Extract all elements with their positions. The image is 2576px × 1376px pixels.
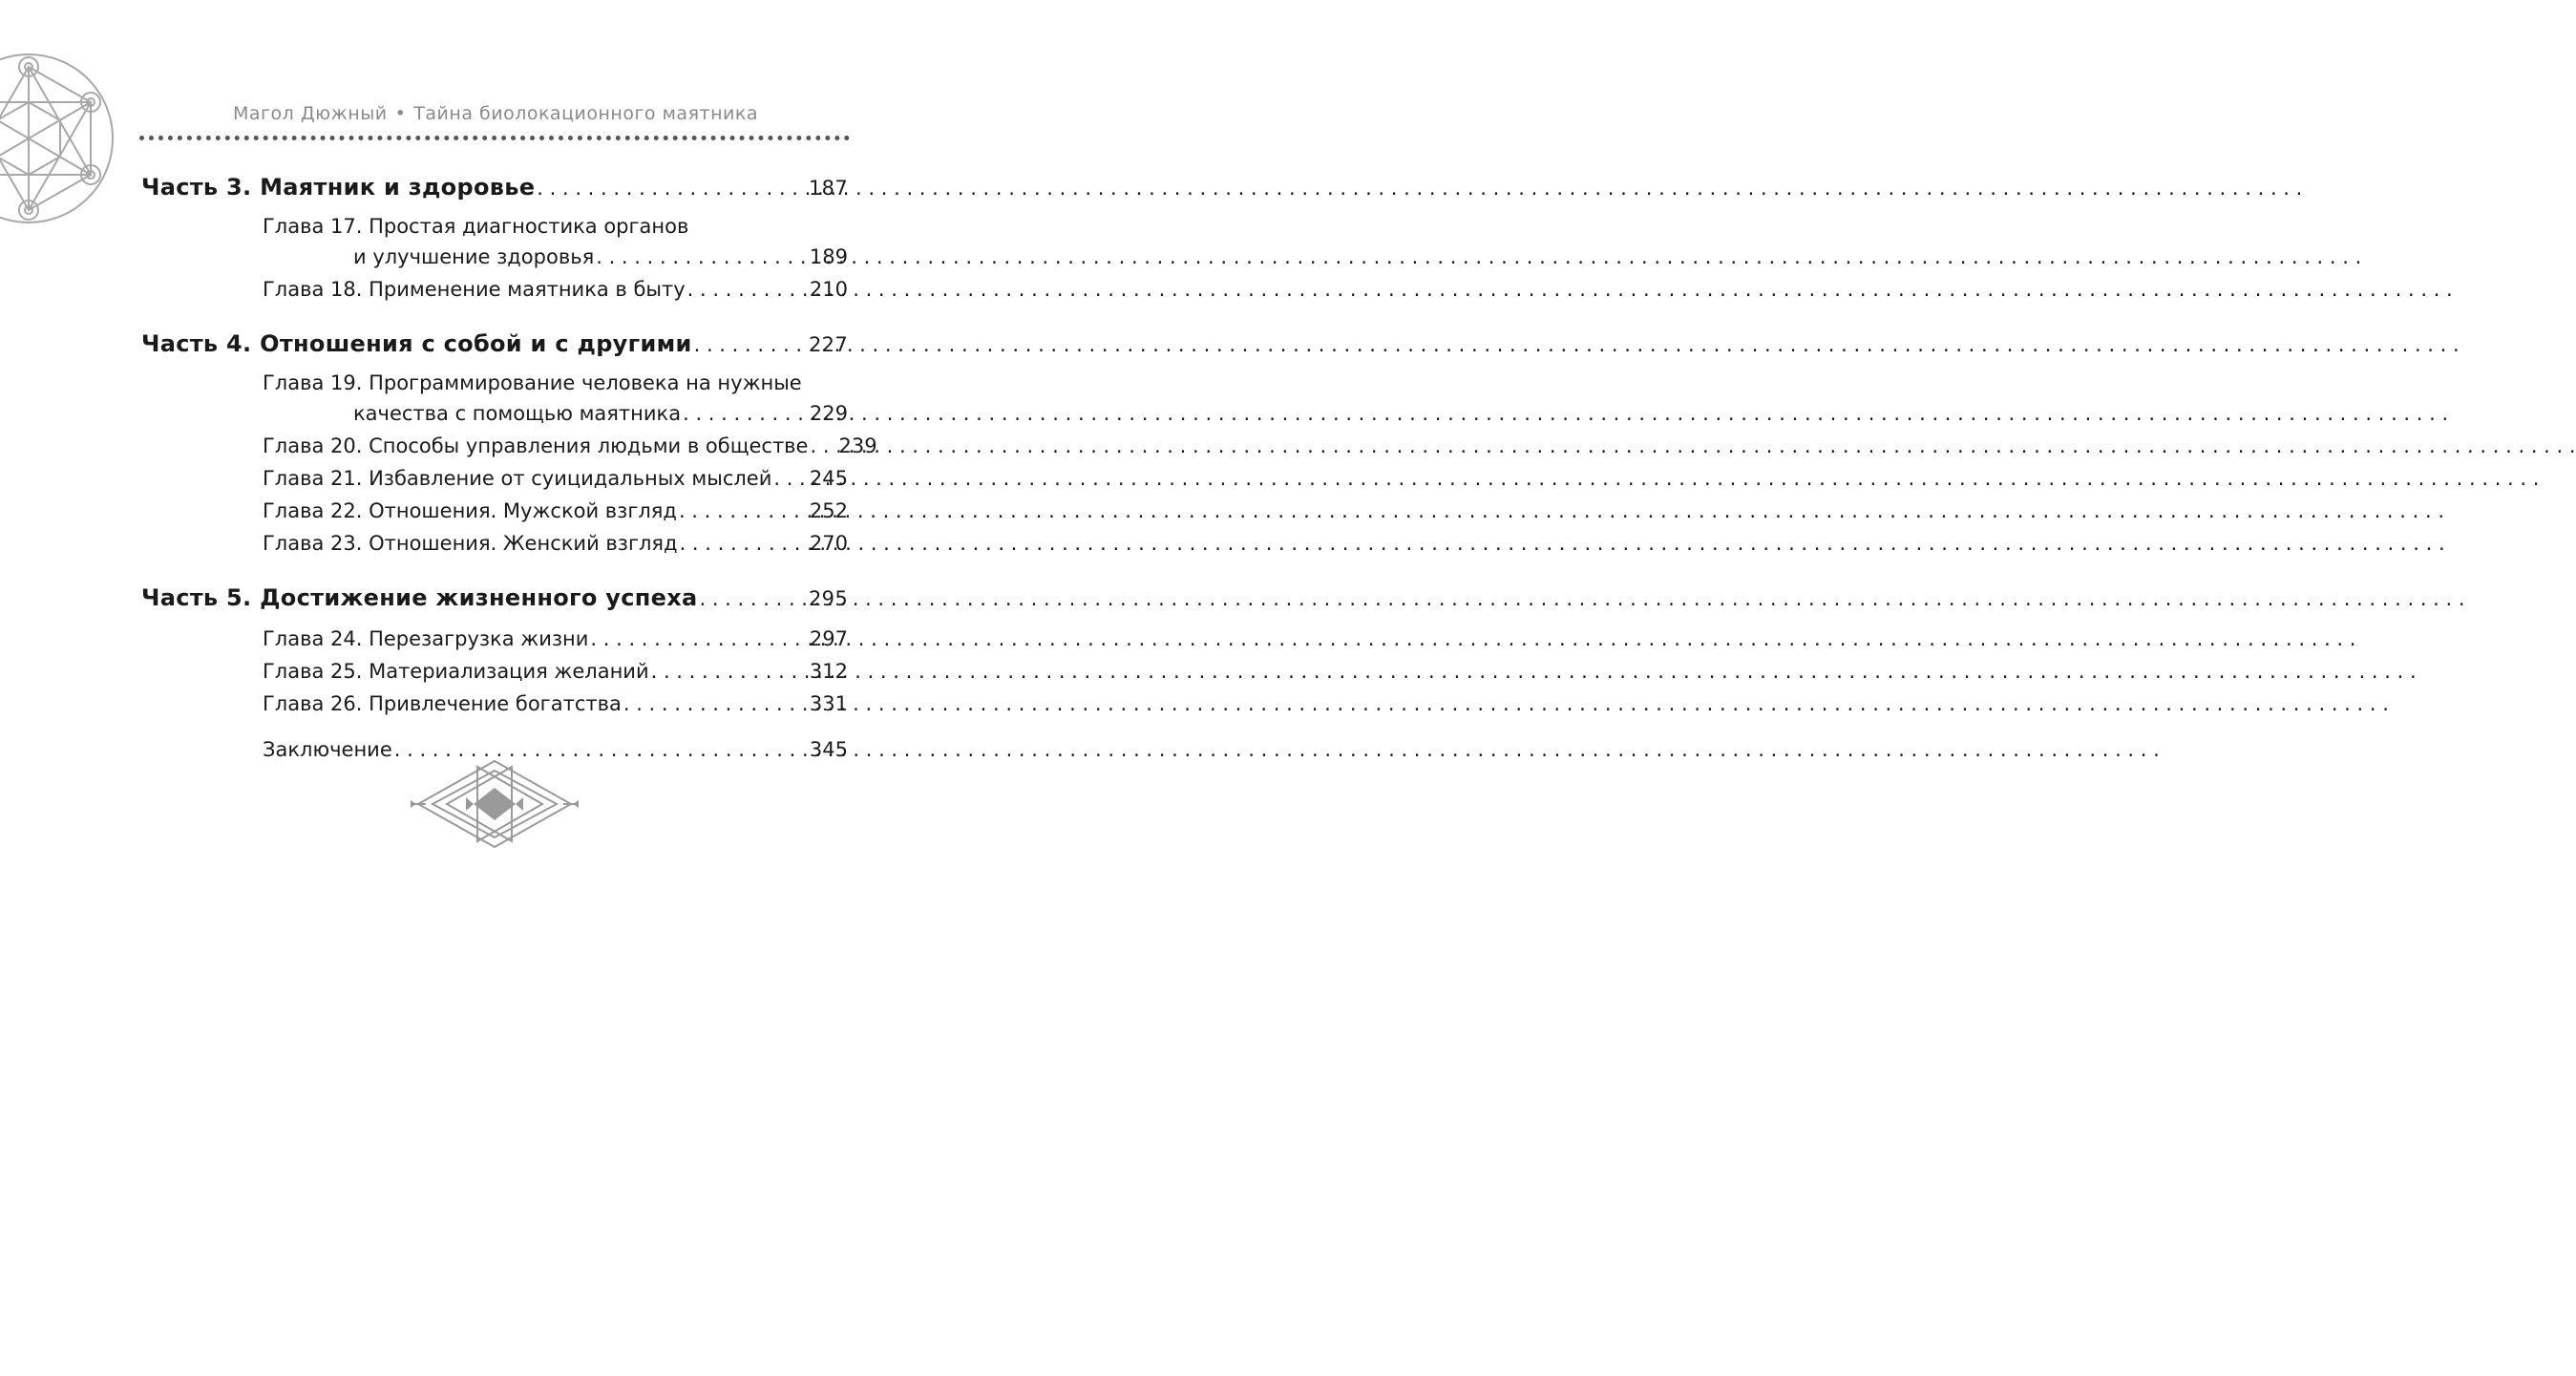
toc-chapter-23-page: 270 xyxy=(809,532,848,555)
toc-chapter-19-title-line1: Глава 19. Программирование человека на нужные xyxy=(263,371,802,394)
toc-part-3-page: 187 xyxy=(809,177,848,200)
toc-chapter-22[interactable] xyxy=(263,495,848,527)
toc-chapter-18-title: Глава 18. Применение маятника в быту xyxy=(263,278,686,301)
toc-chapter-20[interactable] xyxy=(263,430,877,462)
toc-chapter-23-title: Глава 23. Отношения. Женский взгляд xyxy=(263,532,678,555)
toc-leader xyxy=(687,273,800,306)
header-separator: • xyxy=(394,103,407,124)
toc-part-4[interactable] xyxy=(141,319,848,369)
toc-chapter-25-page: 312 xyxy=(809,660,848,683)
toc-conclusion-title: Заключение xyxy=(263,738,392,761)
toc-leader xyxy=(680,527,800,560)
toc-chapter-17-page: 189 xyxy=(809,245,848,268)
toc-chapter-22-title: Глава 22. Отношения. Мужской взгляд xyxy=(263,499,677,522)
toc-leader xyxy=(651,655,800,688)
toc-chapter-21-page: 245 xyxy=(809,467,848,490)
toc-chapter-24-page: 297 xyxy=(809,627,848,650)
toc-leader xyxy=(679,495,800,527)
running-header xyxy=(141,103,850,124)
toc-chapter-21[interactable] xyxy=(263,462,848,495)
toc-chapter-23[interactable] xyxy=(263,527,848,560)
toc-leader xyxy=(699,574,799,624)
header-dotted-rule xyxy=(139,136,850,140)
toc-chapter-17-title-line1: Глава 17. Простая диагностика органов xyxy=(263,215,689,238)
toc-chapter-24-title: Глава 24. Перезагрузка жизни xyxy=(263,627,589,650)
toc-chapter-26-page: 331 xyxy=(809,692,848,715)
toc-chapter-19[interactable] xyxy=(353,397,848,430)
toc-chapter-26[interactable] xyxy=(263,688,848,720)
toc-chapter-22-page: 252 xyxy=(809,499,848,522)
toc-leader xyxy=(773,462,800,495)
toc-conclusion-page: 345 xyxy=(809,738,848,761)
toc-chapter-18[interactable] xyxy=(263,273,848,306)
header-book-title: Тайна биолокационного маятника xyxy=(413,103,758,124)
toc-chapter-25[interactable] xyxy=(263,655,848,688)
toc-chapter-18-page: 210 xyxy=(809,278,848,301)
toc-chapter-20-title: Глава 20. Способы управления людьми в обществе xyxy=(263,434,809,457)
toc-chapter-26-title: Глава 26. Привлечение богатства xyxy=(263,692,622,715)
toc-chapter-17[interactable] xyxy=(353,241,848,273)
toc-leader xyxy=(810,430,829,462)
toc-chapter-20-page: 239 xyxy=(838,434,877,457)
toc-chapter-21-title: Глава 21. Избавление от суицидальных мыслей xyxy=(263,467,772,490)
toc-part-5-title: Часть 5. Достижение жизненного успеха xyxy=(141,584,698,611)
toc-chapter-17-title-line2: и улучшение здоровья xyxy=(353,245,595,268)
toc-part-5[interactable] xyxy=(141,573,848,623)
toc-part-4-title: Часть 4. Отношения с собой и с другими xyxy=(141,330,692,357)
toc-leader xyxy=(590,623,800,655)
toc-part-4-page: 227 xyxy=(809,333,848,356)
header-author: Магол Дюжный xyxy=(233,103,388,124)
diamond-ornament-icon xyxy=(409,759,581,850)
toc-leader xyxy=(623,688,800,720)
toc-part-3-title: Часть 3. Маятник и здоровье xyxy=(141,174,536,201)
toc-part-5-page: 295 xyxy=(809,587,848,610)
toc-chapter-24[interactable] xyxy=(263,623,848,655)
toc-chapter-19-line1[interactable] xyxy=(263,369,848,397)
toc-leader xyxy=(683,397,800,430)
toc-chapter-25-title: Глава 25. Материализация желаний xyxy=(263,660,649,683)
toc-part-3[interactable] xyxy=(141,162,848,212)
toc-leader xyxy=(537,163,799,213)
toc-chapter-19-title-line2: качества с помощью маятника xyxy=(353,402,682,425)
toc-leader xyxy=(596,241,800,273)
toc-leader xyxy=(694,320,799,370)
table-of-contents xyxy=(0,162,955,766)
toc-chapter-19-page: 229 xyxy=(809,402,848,425)
toc-chapter-17-line1[interactable] xyxy=(263,212,848,241)
